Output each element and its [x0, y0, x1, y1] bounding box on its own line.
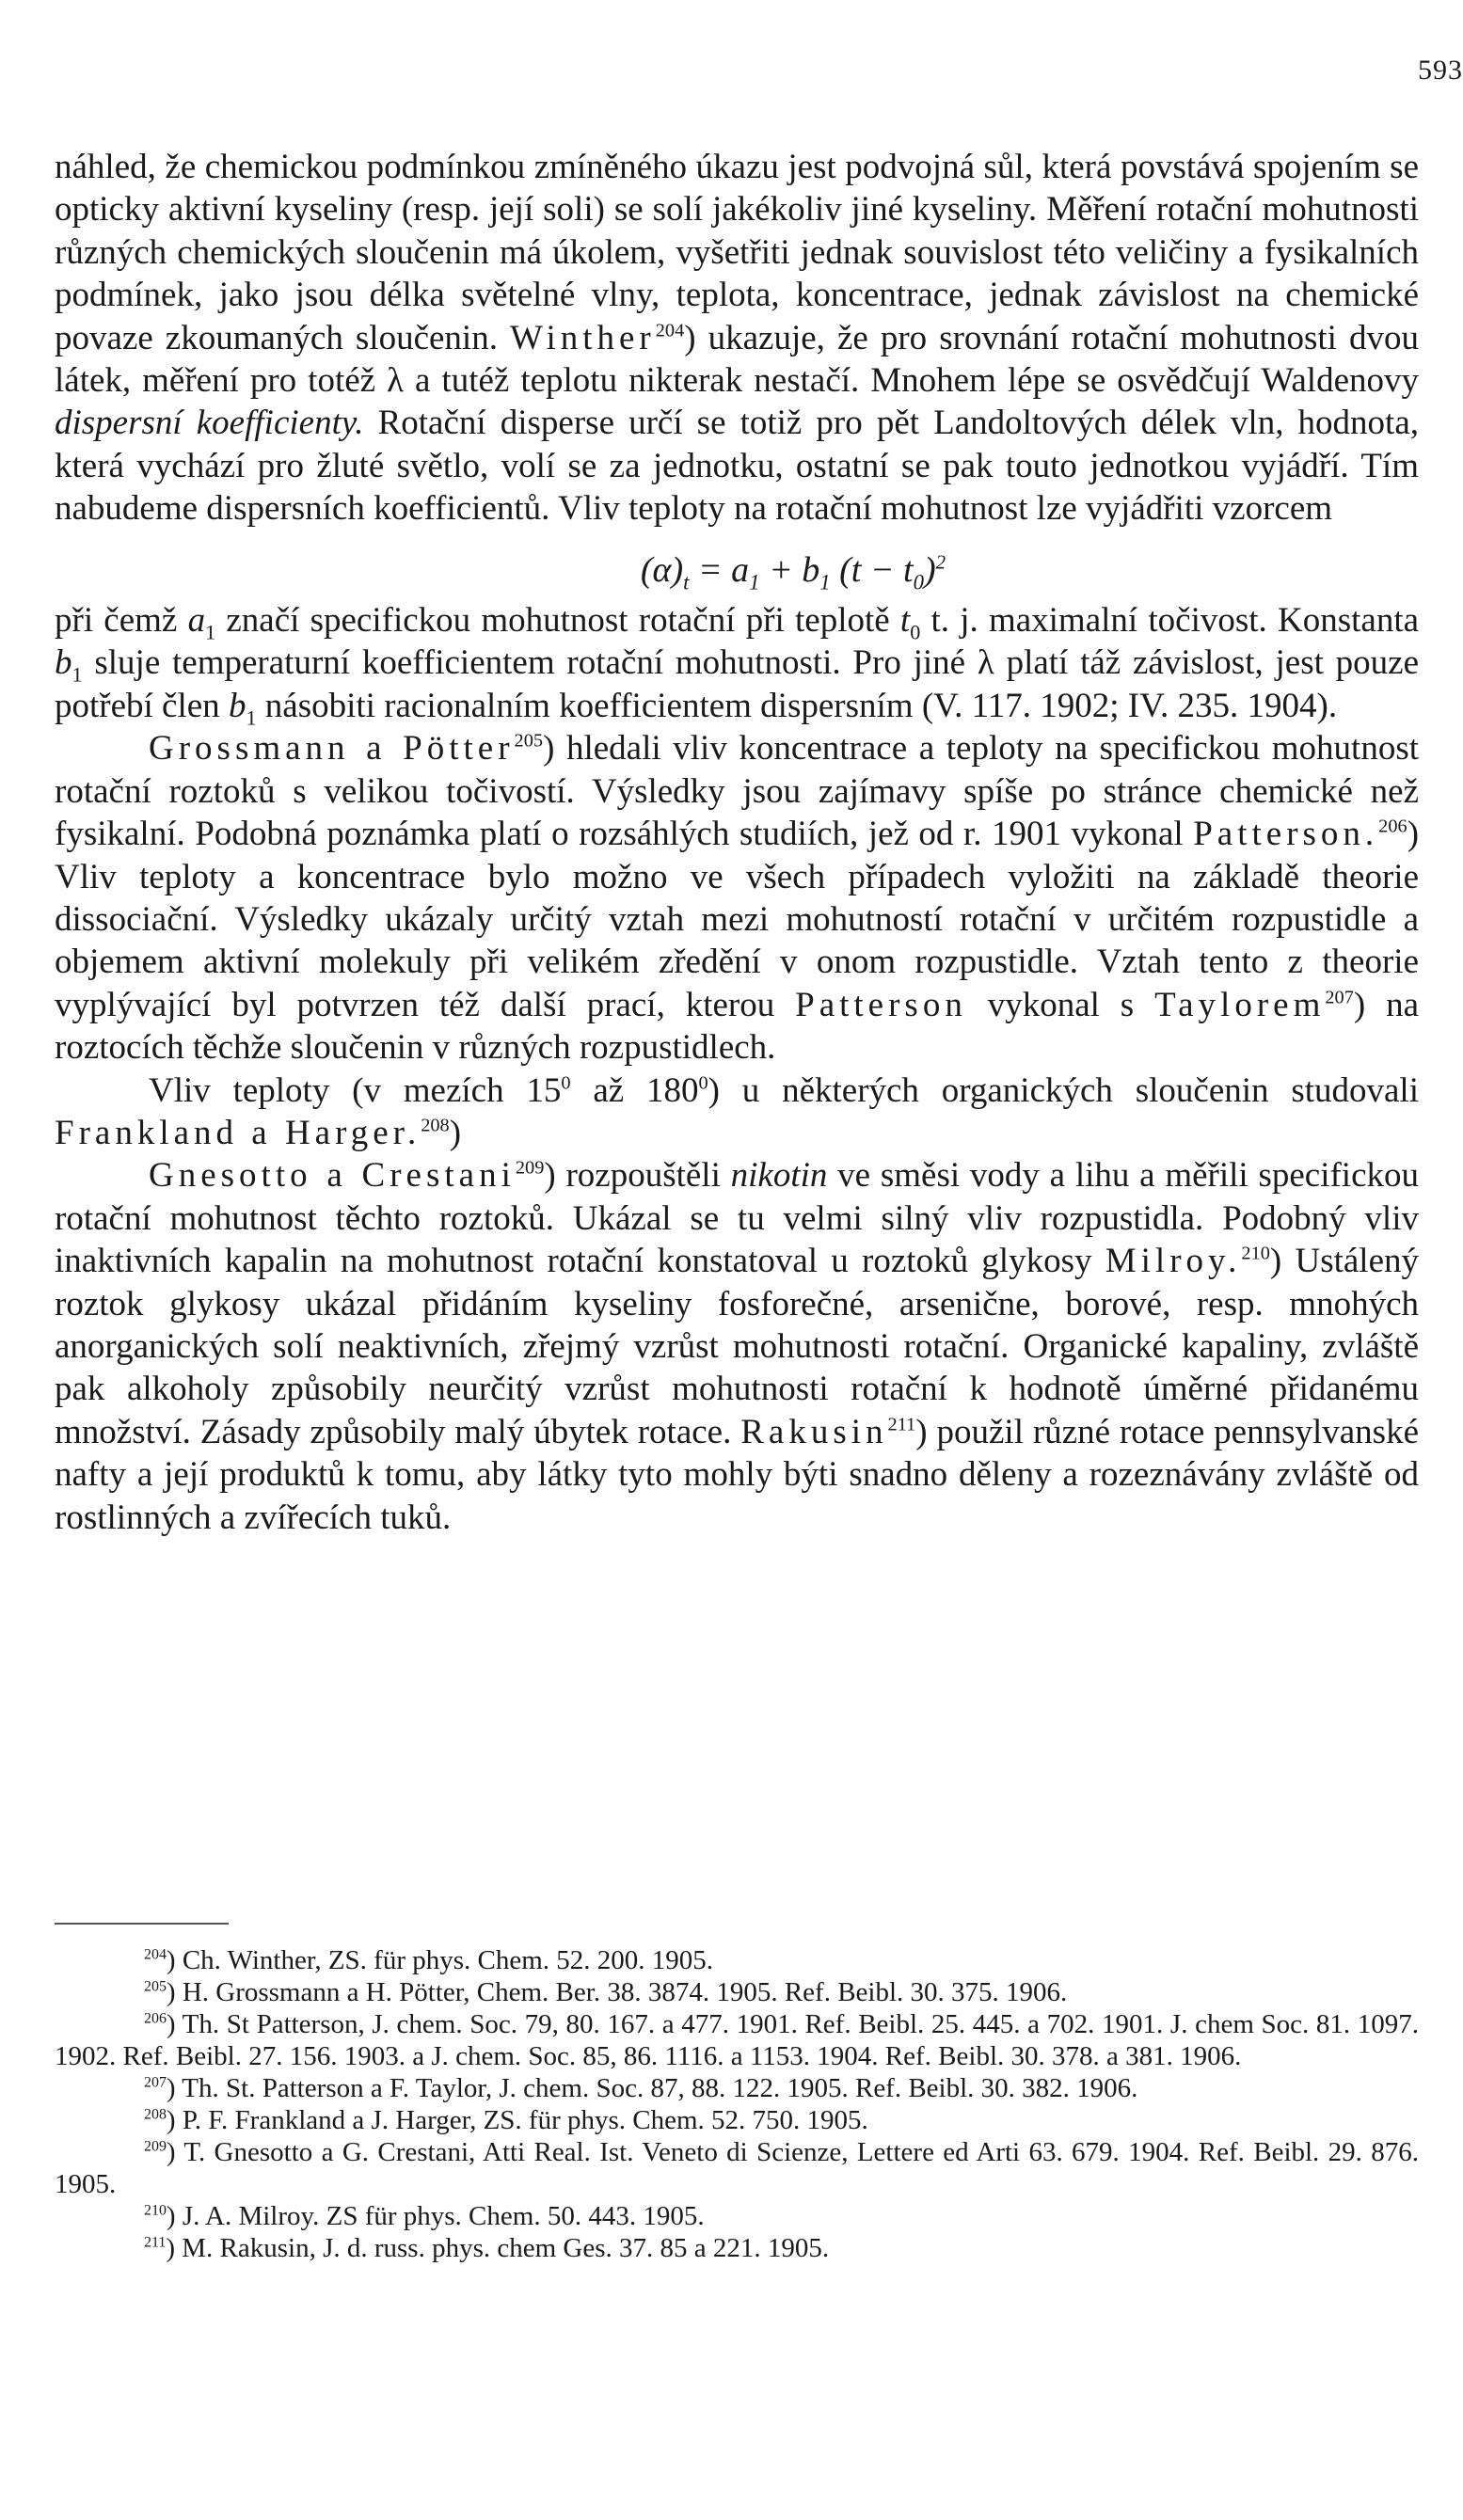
footnote-text: ) M. Rakusin, J. d. russ. phys. chem Ges. 37. 85 a 221. 1905. — [166, 2233, 830, 2263]
footnote-number: 210 — [144, 2202, 167, 2219]
p5-text-d: ) použil různé rotace pennsylvanské nafty a její produktů k tomu, aby látky tyto mohly býti snadno děleny a rozeznávány zvláště od rostlinných a zvířecích tuků. — [55, 1412, 1420, 1537]
p4-text-c: ) u některých organických sloučenin studovali — [708, 1070, 1419, 1110]
footnote-ref: 207 — [1325, 987, 1354, 1008]
footnote-number: 209 — [144, 2138, 167, 2155]
page-number: 593 — [1418, 55, 1463, 86]
footnote-number: 208 — [144, 2106, 167, 2123]
footnotes — [55, 1944, 1419, 2264]
footnote-ref: 208 — [421, 1115, 450, 1136]
footnote-text: ) H. Grossmann a H. Pötter, Chem. Ber. 38. 3874. 1905. Ref. Beibl. 30. 375. 1906. — [166, 1977, 1068, 2007]
p2-text-d: sluje temperaturní koefficientem rotační mohutnosti. Pro jiné λ platí táž závislost, jest pouze potřebí člen — [55, 643, 1419, 725]
footnote-text: ) Th. St Patterson, J. chem. Soc. 79, 80. 167. a 477. 1901. Ref. Beibl. 25. 445. a 702. 1901. J. chem Soc. 81. 1097. 1902. Ref. Beibl. 27. 156. 1903. a J. chem. Soc. 85, 86. 1116. a 1153. 1904. Ref. Beibl. 30. 378. a 381. 1906. — [55, 2009, 1419, 2071]
p3-text-c: vykonal s — [987, 985, 1135, 1024]
p1-text-c: Rotační disperse určí se totiž pro pět Landoltových délek vln, hodnota, která vychází pro žluté světlo, volí se za jednotku, ostatní se pak touto jednotkou vyjádří. Tím nabudeme dispersních koefficientů. Vliv teploty na rotační mohutnost lze vyjádřiti vzorcem — [55, 404, 1419, 529]
footnote-205 — [55, 1976, 1419, 2008]
author-name: Rakusin — [740, 1412, 888, 1451]
paragraph-2: při čemž $a_1$ značí specifickou mohutnost rotační při teplotě $t_0$ t. j. maximalní točivost. Konstanta $b_1$ sluje temperaturní koefficientem rotační mohutnosti. Pro jiné λ platí táž závislost, jest pouze potřebí člen $b_1$ násobiti racionalním koefficientem dispersním (V. 117. 1902; IV. 235. 1904). — [55, 601, 1420, 730]
p1-text-a: náhled, že chemickou podmínkou zmíněného úkazu jest podvojná sůl, která povstává spojením se opticky aktivní kyseliny (resp. její soli) se solí jakékoliv jiné kyseliny. Měření rotační mohutnosti různých chemických sloučenin má úkolem, vyšetřiti jednak souvislost této veličiny a fysikalních podmínek, jako jsou délka světelné vlny, teplota, koncentrace, jednak závislost na chemické povaze zkoumaných sloučenin. — [55, 148, 1419, 357]
author-name: Frankland a Harger. — [55, 1113, 421, 1152]
footnote-210 — [55, 2200, 1419, 2232]
footnote-number: 207 — [144, 2074, 167, 2091]
footnote-text: ) J. A. Milroy. ZS für phys. Chem. 50. 443. 1905. — [166, 2201, 705, 2231]
footnote-text: ) Ch. Winther, ZS. für phys. Chem. 52. 200. 1905. — [166, 1945, 714, 1975]
formula: $(\alpha)_t = a_1 + b_1$ $(t - t_0)^2$ — [640, 549, 946, 594]
footnote-number: 211 — [144, 2234, 167, 2251]
footnote-text: ) T. Gnesotto a G. Crestani, Atti Real. Ist. Veneto di Scienze, Lettere ed Arti 63. 679. 1904. Ref. Beibl. 29. 876. 1905. — [55, 2137, 1419, 2199]
author-name: Grossmann a Pötter — [149, 729, 515, 769]
footnote-text: ) P. F. Frankland a J. Harger, ZS. für phys. Chem. 52. 750. 1905. — [166, 2105, 868, 2135]
p4-text-b: až 180 — [593, 1070, 699, 1110]
footnote-207 — [55, 2072, 1419, 2104]
p4-text-a: Vliv teploty (v mezích 15 — [149, 1070, 562, 1110]
footnote-number: 206 — [144, 2010, 167, 2027]
author-name: Milroy. — [1105, 1242, 1242, 1281]
p5-text-a: ) rozpouštěli — [544, 1156, 721, 1196]
footnote-text: ) Th. St. Patterson a F. Taylor, J. chem. Soc. 87, 88. 122. 1905. Ref. Beibl. 30. 382. 1906. — [166, 2073, 1138, 2103]
p2-text-b: značí specifickou mohutnost rotační při teplotě — [226, 601, 890, 641]
paragraph-5 — [55, 1154, 1419, 1539]
p3-text-a: ) hledali vliv koncentrace a teploty na specifickou mohutnost rotační roztoků s velikou točivostí. Výsledky jsou zajímavy spíše po stránce chemické než fysikalní. Podobná poznámka platí o rozsáhlých studiích, jež od r. 1901 vykonal — [55, 729, 1419, 854]
p1-text-b: ) ukazuje, že pro srovnání rotační mohutnosti dvou látek, měření pro totéž λ a tutéž teplotu nikterak nestačí. Mnohem lépe se osvědčují Waldenovy — [55, 318, 1420, 401]
author-name: Winther — [510, 318, 656, 357]
paragraph-3 — [55, 727, 1419, 1069]
footnote-ref: 210 — [1241, 1243, 1270, 1264]
body-text — [55, 146, 1419, 1539]
p3-text-d: ) na roztocích těchže sloučenin v různých rozpustidlech. — [55, 985, 1420, 1068]
footnote-211 — [55, 2232, 1419, 2264]
footnote-208 — [55, 2104, 1419, 2136]
footnote-ref: 206 — [1378, 816, 1407, 837]
footnote-206 — [55, 2008, 1419, 2072]
p2-text-e: násobiti racionalním koefficientem dispersním (V. 117. 1902; IV. 235. 1904). — [264, 686, 1338, 725]
footnote-number: 205 — [144, 1978, 167, 1995]
p5-text-b: ve směsi vody a lihu a měřili specifickou rotační mohutnost těchto roztoků. Ukázal se tu velmi silný vliv rozpustidla. Podobný vliv inaktivních kapalin na mohutnost rotační konstatoval u roztoků glykosy — [55, 1156, 1420, 1281]
p2-text-c: t. j. maximalní točivost. Konstanta — [930, 601, 1420, 641]
footnote-divider — [55, 1923, 229, 1925]
author-name: Gnesotto a Crestani — [149, 1156, 516, 1196]
footnote-ref: 205 — [514, 730, 544, 752]
italic-term: nikotin — [730, 1156, 828, 1196]
footnote-ref: 204 — [655, 320, 685, 341]
italic-term: dispersní koefficienty. — [55, 404, 364, 443]
footnote-ref: 211 — [887, 1414, 916, 1435]
footnote-204 — [55, 1944, 1419, 1976]
footnote-number: 204 — [144, 1946, 167, 1963]
author-name: Patterson. — [1193, 815, 1379, 854]
paragraph-4: Vliv teploty (v mezích $15^0$ až $180^0$) u některých organických sloučenin studovali Frankland a Harger.$^{208}$) — [55, 1070, 1419, 1152]
author-name: Taylorem — [1154, 985, 1326, 1024]
author-name: Patterson — [795, 985, 967, 1024]
footnote-ref: 209 — [515, 1158, 545, 1180]
p5-text-c: ) Ustálený roztok glykosy ukázal přidáním kyseliny fosforečné, arsenične, borové, resp. mnohých anorganických solí neaktivních, zřejmý vzrůst mohutnosti rotační. Organické kapaliny, zvláště pak alkoholy způsobily neurčitý vzrůst mohutnosti rotační k hodnotě úměrné přidanému množství. Zásady způsobily malý úbytek rotace. — [55, 1242, 1419, 1451]
paragraph-1 — [55, 146, 1419, 531]
footnote-209 — [55, 2136, 1419, 2200]
p3-text-b: ) Vliv teploty a koncentrace bylo možno ve všech případech vyložiti na základě theorie dissociační. Výsledky ukázaly určitý vztah mezi mohutností rotační v určitém rozpustidle a objemem aktivní molekuly při velikém zředění v onom rozpustidle. Vztah tento z theorie vyplývající byl potvrzen též další prací, kterou — [55, 815, 1420, 1024]
p2-text-a: při čemž — [55, 601, 178, 641]
